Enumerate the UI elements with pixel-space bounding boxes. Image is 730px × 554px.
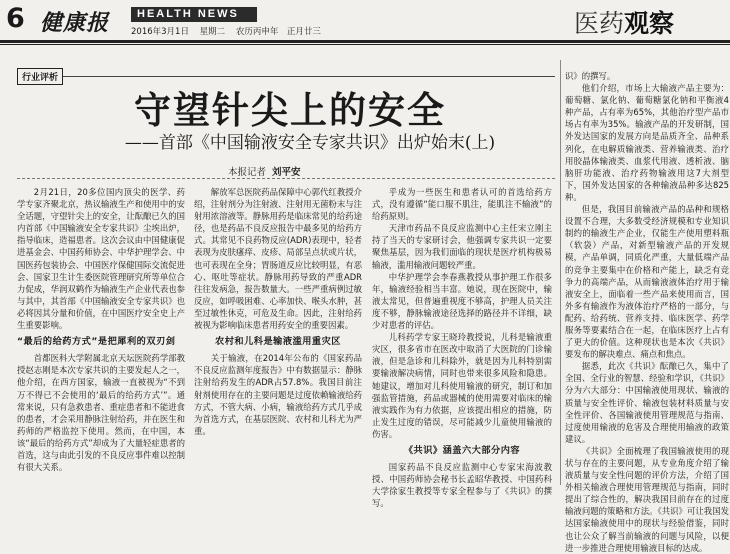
paragraph: 但是，我国目前输液产品的品种和规格设置不合理，大多数受经济规模和专业知识制约的输液生产企业，仅能生产使用塑料瓶（软袋）产品，对新型输液产品的开发规模，产品单调，同质化严重，大量低端产品的竞争主要集中在价格和产能上，缺乏有竞争力的高端产品，从而输液液体治疗用于输液安全上，面临着一些产品来使用而言，国外多有输液作为液体治疗严格的一部分，与配药、给药统、营养支持、临床医学、药学服务等要素结合在一起，在临床医疗上占有了更大的价值。这种现状也是本次《共识》要发布的解决难点、痛点和焦点。 <box>565 204 729 360</box>
date-line <box>131 25 329 37</box>
masthead-rule <box>0 40 730 43</box>
subheading: 农村和儿科是输液滥用重灾区 <box>215 336 341 348</box>
paragraph: 乎成为一些医生和患者认可的首选给药方式，没有遵循“能口服不肌注，能肌注不输液”的给药原则。 <box>372 187 552 222</box>
paragraph: 他们介绍，市场上大输液产品主要为：葡萄糖、氯化钠、葡萄糖氯化钠和平衡液4种产品，占有率为65%，其他治疗型产品市场占有率为35%。输液产品的开发研制，国外发达国家的发展方向是品质齐全、品种系列化，在电解质输液类、营养输液类、治疗用胶晶体输液类、血浆代用液、透析液、脑脑肝功能液、治疗药物输液用这7大剂型下，国外发达国家的各种输液品种多达825种。 <box>565 83 729 202</box>
paragraph: 据悉，此次《共识》酝酿已久，集中了全国、全行业的智慧、经验和学识，《共识》分为六大部分：中国输液使用现状、输液的质量与安全性评价、输液包装材料质量与安全性评价、各国输液使用管理规范与指南、过度使用输液的危害及合理使用输液的政策建议。 <box>565 361 729 444</box>
section-title-bold: 观察 <box>624 9 675 38</box>
paragraph: 关于输液，在2014年公布的《国家药品不良反应监测年度报告》中有数据显示：静脉注射给药发生的ADR占57.8%。我国目前注射剂使用存在的主要问题是过度依赖输液给药方式，不管大病、小病，输液给药方式几乎成为首选方式，在基层医院、农村和儿科尤为严重。 <box>194 353 362 436</box>
page-number: 6 <box>6 3 25 34</box>
byline <box>228 164 301 178</box>
tag-rule <box>17 76 555 77</box>
paragraph: 识》的撰写。 <box>565 71 616 81</box>
paragraph: 《共识》全面梳理了我国输液使用的现状与存在的主要问题，从专业角度介绍了输液质量与安全性问题的评价方法，介绍了国外相关输液合理使用管理规范与指南，同时提出了综合性的，解决我国目前存在的过度输液问题的策略和方法。《共识》可让我国发达国家输液使用中的现状与经验借鉴，同时也让公众了解当前输液的问题与风险，以便进一步推进合理使用输液目标的达成。 <box>565 445 729 553</box>
column-1 <box>17 186 185 481</box>
article-tag: 行业评析 <box>17 68 63 85</box>
weekday: 星期二 <box>199 27 226 37</box>
paragraph: 2月21日，20多位国内顶尖的医学、药学专家齐聚北京，热议输液生产和使用中的安全话题，守望针尖上的安全，让酝酿已久的国内首部《中国输液安全专家共识》尘埃出炉，指导临床，造福患者。这次会议由中国健康促进基金会、中国药师协会、中华护理学会、中国医药包装协会、中国医疗保健国际交流促进会、国家卫生计生委医院管理研究所等单位合力促成，华润双鹤作为输液生产企业代表也参与其中，其首部《中国输液安全专家共识》也必将因其分量和价值，在中国医疗安全史上产生重要影响。 <box>17 187 185 331</box>
column-3 <box>372 186 552 509</box>
byline-name: 刘平安 <box>272 167 301 178</box>
paragraph: 天津市药品不良反应监测中心主任宋立刚主持了当天的专家研讨会，他强调专家共识一定要聚焦基层，因为我们面临的现状是医疗机构极易输液，滥用输液问题较严重。 <box>372 223 552 270</box>
masthead <box>0 0 730 40</box>
headline: 守望针尖上的安全 <box>134 89 446 132</box>
masthead-rule-thin <box>0 44 730 45</box>
section-title <box>574 4 730 40</box>
paragraph: 解放军总医院药品保障中心郭代红教授介绍，注射剂分为注射液、注射用无菌粉末与注射用浓溶液等。静脉用药是临床常见的给药途径，也是药品不良反应报告中最多见的给药方式。其常见不良药物反应(ADR)表现中，轻者表现为皮肤瘙痒、皮疹、局部呈点状或片状，也可表现在全身；胃肠道反应比较明显，有恶心、呕吐等症状。静脉用药导致的严重ADR往往发病急，报告数量大。一些严重病例过敏反应，如呼吸困难、心率加快、喉头水肿，甚至过敏性休克，可危及生命。因此，注射给药被视为影响临床患者用药安全的重要因素。 <box>194 187 362 331</box>
column-4 <box>565 70 729 553</box>
subhead: ——首部《中国输液安全专家共识》出炉始末(上) <box>124 133 496 153</box>
paragraph: 国家药品不良反应监测中心专家宋海波教授、中国药师协会秘书长孟昭华教授、中国药科大学徐家生教授等专家全程参与了《共识》的撰写。 <box>372 462 552 509</box>
paragraph: 首都医科大学附属北京天坛医院药学部教授赵志刚是本次专家共识的主要发起人之一，他介绍，在西方国家，输液一直被视为“不到万不得已不会使用的‘最后的给药方式’”。通常来说，只有急救患者、重症患者和不能进食的患者，才会采用静脉注射给药，并在医生和药师的严格监控下使用。然而，在中国，本该“最后的给药方式”却成为了大量轻症患者的首选，这与由此引发的不良反应事件难以控制有很大关系。 <box>17 353 185 473</box>
column-2 <box>194 186 362 481</box>
section-title-light: 医药 <box>574 9 625 38</box>
english-label: HEALTH NEWS <box>131 7 257 22</box>
date: 2016年3月1日 <box>131 27 189 37</box>
byline-label: 本报记者 <box>228 167 267 178</box>
paper-name: 健康报 <box>40 10 110 36</box>
subheading: “最后的给药方式”是把犀利的双刃剑 <box>17 336 176 348</box>
column-divider <box>560 60 561 485</box>
lunar-date: 农历丙申年 正月廿三 <box>235 27 321 37</box>
paragraph: 儿科药学专家王晓玲教授说，儿科是输液重灾区，很多省市在医改中取消了大医院的门诊输液，但是急诊和儿科除外，就是因为儿科特别需要输液解决病情，同时也带来很多风险和隐患。她建议，增加对儿科使用输液的研究，制订和加强监管措施，药品或器械的使用需要对临床的输液实践作为有力依据，应该提出相应的措施，防止发生过度的错误，尽可能减少儿童使用输液的伤害。 <box>372 332 552 439</box>
subheading: 《共识》涵盖六大部分内容 <box>403 444 521 456</box>
paragraph: 中华护理学会李春燕教授从事护理工作很多年，输液经验相当丰富。她说，现在医院中，输液太常见，但普遍重视度不够高，护理人员关注度不够，静脉输液途径选择的路径并不详细，缺少对患者的评估。 <box>372 271 552 331</box>
headline-divider <box>17 178 555 181</box>
